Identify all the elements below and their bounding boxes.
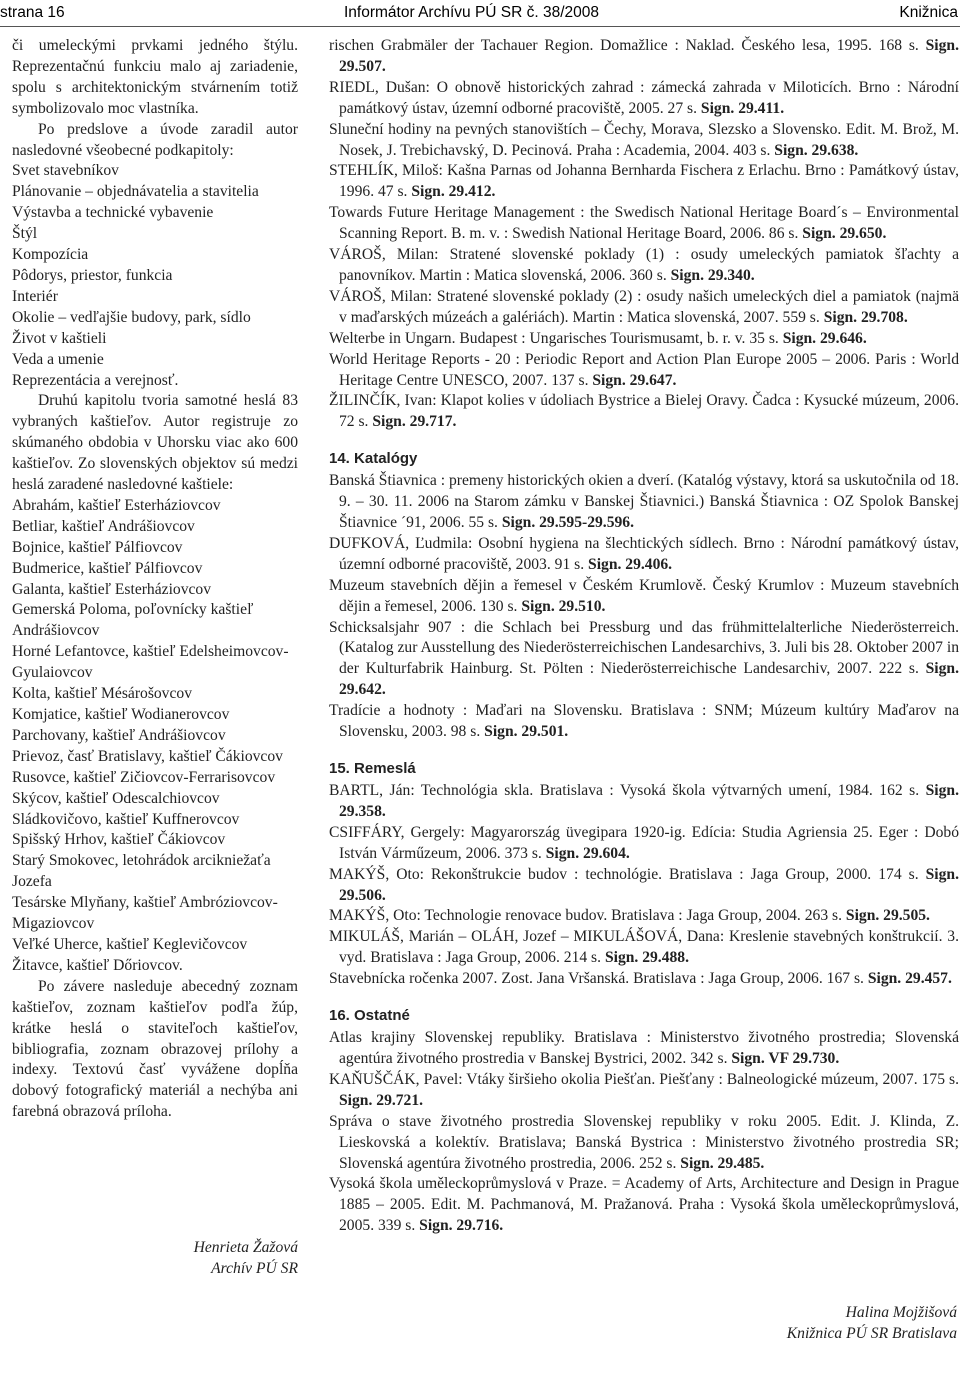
manor-item: Bojnice, kaštieľ Pálfiovcov [12,538,183,556]
subchapter-list [12,161,298,391]
bib-signature: Sign. 29.604. [545,844,630,862]
manor-item: Abrahám, kaštieľ Esterháziovcov [12,496,221,514]
bib-entry [329,350,959,392]
bib-entry [329,1070,959,1112]
bib-signature: Sign. 29.406. [588,555,673,573]
bib-signature: Sign. 29.505. [845,907,930,925]
bib-text: Muzeum stavebních dějin a řemesel v Českém Krumlově. Český Krumlov : Muzeum stavebních dějin a řemesel, 2006. 130 s. [329,576,959,615]
bib-signature: Sign. 29.642. [339,660,959,699]
manor-item: Parchovany, kaštieľ Andrášiovcov [12,726,226,744]
author-affiliation: Knižnica PÚ SR Bratislava [786,1324,957,1342]
bib-entry [329,329,959,350]
manor-item: Budmerice, kaštieľ Pálfiovcov [12,559,203,577]
bib-text: Stavebnícka ročenka 2007. Zost. Jana Vršanská. Bratislava : Jaga Group, 2006. 167 s. [329,970,864,988]
bib-text: DUFKOVÁ, Ľudmila: Osobní hygiena na šlechtických sídlech. Brno : Národní památkový ústav, územní odborné pracoviště, 2003. 91 s. [329,534,959,573]
bib-signature: Sign. 29.510. [521,597,606,615]
bib-entry [329,701,959,743]
bib-text: ŽILINČÍK, Ivan: Klapot kolies v údoliach Bystrice a Bielej Oravy. Čadca : Kysucké múzeum, 2006. 72 s. [329,392,959,431]
bib-entry [329,969,959,990]
bib-entry [329,36,959,78]
bib-text: Welterbe in Ungarn. Budapest : Ungarisches Tourismusamt, b. r. v. 35 s. [329,329,779,347]
bib-entry [329,391,959,433]
section-catalogs [329,449,959,743]
bib-text: VÁROŠ, Milan: Stratené slovenské poklady (1) : osudy umeleckých pamiatok šľachty a panovníkov. Martin : Matica slovenská, 2006. 360 s. [329,246,959,284]
bib-text: World Heritage Reports - 20 : Periodic Report and Action Plan Europe 2005 – 2006. Paris : World Heritage Centre UNESCO, 2007. 137 s. [329,350,959,389]
bib-signature: Sign. 29.647. [592,371,677,389]
bib-text: Tradície a hodnoty : Maďari na Slovensku. Bratislava : SNM; Múzeum kultúry Maďarov na Slovensku, 2003. 98 s. [329,702,959,741]
right-column [329,36,959,1237]
bib-text: Atlas krajiny Slovenskej republiky. Bratislava : Ministerstvo životného prostredia; Slovenská agentúra životného prostredia v Banskej Bystrici, 2002. 342 s. [329,1029,959,1067]
subchapter-item: Život v kaštieli [12,329,107,347]
bib-text: Banská Štiavnica : premeny historických okien a dverí. (Katalóg výstavy, ktorá sa uskutočnila od 18. 9. – 30. 11. 2006 na Starom zámku v Banskej Štiavnici.) Banská Štiavnica : OZ Spolok Banskej Štiavnice ´91, 2006. 55 s. [329,472,959,532]
manor-list [12,496,298,977]
manor-item: Spišský Hrhov, kaštieľ Čákiovcov [12,831,226,849]
bib-text: RIEDL, Dušan: O obnově historických zahrad : zámecká zahrada v Miloticích. Brno : Národní památkový ústav, územní odborné pracoviště, 2005. 27 s. [329,78,959,117]
bib-entry [329,618,959,702]
page-number: strana 16 [0,4,65,21]
bib-signature: Sign. 29.358. [339,782,959,820]
bib-text: Vysoká škola uměleckoprůmyslová v Praze. = Academy of Arts, Architecture and Design in Prague 1885 – 2005. Edit. M. Pachmanová, M. Pražanová. Praha : Vysoká škola uměleckoprůmyslová, 2005. 339 s. [329,1175,959,1235]
bib-signature: Sign. 29.595-29.596. [501,514,634,532]
manor-item: Prievoz, časť Bratislavy, kaštieľ Čákiovcov [12,747,283,765]
subchapter-item: Plánovanie – objednávatelia a stavitelia [12,183,259,201]
manor-item: Gemerská Poloma, poľovnícky kaštieľ Andrášiovcov [12,601,254,640]
bib-signature: Sign. 29.340. [670,266,755,284]
page-header [0,0,960,27]
section-crafts [329,759,959,990]
subchapter-item: Pôdorys, priestor, funkcia [12,266,173,284]
bib-signature: Sign. 29.708. [823,308,908,326]
author-affiliation: Archív PÚ SR [211,1259,298,1277]
bib-entry [329,576,959,618]
bib-entry [329,906,959,927]
bib-signature: Sign. 29.716. [419,1217,504,1235]
manor-item: Komjatice, kaštieľ Wodianerovcov [12,706,230,723]
bib-text: VÁROŠ, Milan: Stratené slovenské poklady (2) : osudy našich umeleckých diel a pamiatok (najmä v maďarských múzeách a galériách). Martin : Matica slovenská, 2007. 559 s. [329,287,959,326]
closing-paragraph: Po závere nasleduje abecedný zoznam kaštieľov, zoznam kaštieľov podľa žúp, krátke heslá o staviteľoch kaštieľov, bibliografia, zoznam obrazovej prílohy a indexy. Textovú časť vyvážene dopĺňa dobový fotografický materiál a nechýba ani farebná obrazová príloha. [12,977,298,1121]
manor-item: Betliar, kaštieľ Andrášiovcov [12,517,195,535]
manor-item: Veľké Uherce, kaštieľ Keglevičovcov [12,935,248,953]
bib-entry [329,927,959,969]
bib-signature: Sign. 29.721. [339,1091,424,1109]
subchapter-item: Kompozícia [12,246,89,264]
manor-item: Skýcov, kaštieľ Odescalchiovcov [12,789,220,807]
bib-signature: Sign. 29.501. [484,723,569,741]
section-heading: 16. Ostatné [329,1007,410,1025]
bib-text: BARTL, Ján: Technológia skla. Bratislava : Vysoká škola výtvarných umení, 1984. 162 s. [329,782,920,799]
manor-item: Tesárske Mlyňany, kaštieľ Ambróziovcov-Migaziovcov [12,894,278,933]
subchapter-item: Interiér [12,287,58,305]
bib-entry [329,823,959,865]
subchapter-item: Svet stavebníkov [12,162,119,180]
manor-item: Galanta, kaštieľ Esterháziovcov [12,580,212,598]
bib-entry [329,1112,959,1175]
bib-entry [329,203,959,245]
manor-item: Horné Lefantovce, kaštieľ Edelsheimovcov-Gyulaiovcov [12,643,289,682]
bib-entry [329,781,959,823]
bib-entry [329,865,959,907]
bib-signature: Sign. 29.507. [339,37,959,75]
bib-text: CSIFFÁRY, Gergely: Magyarország üvegipara 1920-ig. Edícia: Studia Agriensia 25. Eger : Dobó István Várműzeum, 2006. 373 s. [329,823,959,862]
bib-signature: Sign. 29.506. [339,865,959,904]
bib-text: Správa o stave životného prostredia Slovenskej republiky v roku 2005. Edit. J. Klinda, Z. Lieskovská a kolektív. Bratislava; Banská Bystrica : Ministerstvo životného prostredia SR; Slovenská agentúra životného prostredia, 2006. 252 s. [329,1112,959,1172]
manor-item: Žitavce, kaštieľ Dőriovcov. [12,956,183,974]
section-heading: 15. Remeslá [329,760,416,777]
bib-text: STEHLÍK, Miloš: Kašna Parnas od Johanna Bernharda Fischera z Erlachu. Brno : Památkový ústav, 1996. 47 s. [329,162,959,201]
bib-entry [329,471,959,534]
bib-entry [329,1174,959,1237]
bib-entry [329,534,959,576]
bib-signature: Sign. VF 29.730. [731,1049,840,1067]
intro-paragraph: Po predslove a úvode zaradil autor nasledovné všeobecné podkapitoly: [12,120,298,159]
bib-signature: Sign. 29.485. [680,1154,765,1172]
bib-text: MIKULÁŠ, Marián – OLÁH, Jozef – MIKULÁŠOVÁ, Dana: Kreslenie stavebných konštrukcií. 3. vyd. Bratislava : Jaga Group, 2006. 214 s. [329,928,959,967]
bib-entry [329,287,959,329]
left-column [12,36,298,1123]
bib-text: MAKÝŠ, Oto: Technologie renovace budov. Bratislava : Jaga Group, 2004. 263 s. [329,907,842,925]
manor-item: Sládkovičovo, kaštieľ Kuffnerovcov [12,810,240,828]
author-name: Halina Mojžišová [845,1304,957,1321]
bib-signature: Sign. 29.411. [700,99,785,117]
bib-entry [329,120,959,162]
bib-entry [329,78,959,120]
journal-title: Informátor Archívu PÚ SR č. 38/2008 [344,4,600,21]
bib-signature: Sign. 29.646. [782,329,867,347]
bib-text: KAŇUŠČÁK, Pavel: Vtáky širšieho okolia Piešťan. Piešťany : Balneologické múzeum, 2007. 175 s. [329,1070,959,1088]
bib-text: MAKÝŠ, Oto: Rekonštrukcie budov : technológie. Bratislava : Jaga Group, 2000. 174 s. [329,865,919,883]
bib-text: Towards Future Heritage Management : the Swedisch National Heritage Board´s – Environmental Scanning Report. B. m. v. : Swedish National Heritage Board, 2006. 86 s. [329,204,959,243]
bib-signature: Sign. 29.717. [372,413,457,431]
bib-signature: Sign. 29.488. [604,949,689,967]
bib-text: rischen Grabmäler der Tachauer Region. Domažlice : Naklad. Českého lesa, 1995. 168 s. [329,37,919,54]
bibliography-top [329,36,959,433]
bib-signature: Sign. 29.638. [774,141,859,159]
subchapter-item: Reprezentácia a verejnosť. [12,371,179,389]
second-chapter-paragraph: Druhú kapitolu tvoria samotné heslá 83 vybraných kaštieľov. Autor registruje zo skúmaného obdobia v Uhorsku viac ako 600 kaštieľov. Zo slovenských objektov sú medzi heslá zaradené nasledovné kaštiele: [12,392,298,494]
bib-entry [329,245,959,287]
bib-signature: Sign. 29.412. [411,183,496,201]
author-signature-right [657,1303,957,1345]
subchapter-item: Okolie – vedľajšie budovy, park, sídlo [12,308,251,326]
bib-text: Schicksalsjahr 907 : die Schlach bei Pressburg und das frühmittelalterliche Niederösterreich. (Katalog zur Ausstellung des Niederösterreichischen Landesarchivs, 3. Juli bis 28. Oktober 2007 in der Kulturfabrik Hainburg. St. Pölten : Niederösterreichische Landesarchiv, 2007. 222 s. [329,618,959,678]
section-heading: 14. Katalógy [329,450,418,468]
section-name: Knižnica [899,4,958,21]
section-other [329,1006,959,1237]
manor-item: Rusovce, kaštieľ Zičiovcov-Ferrarisovcov [12,768,276,786]
author-name: Henrieta Žažová [193,1239,298,1256]
bib-text: Sluneční hodiny na pevných stanovištích – Čechy, Morava, Slezsko a Slovensko. Edit. M. Brož, M. Nosek, J. Trebichavský, D. Pecinová. Praha : Academia, 2004. 403 s. [329,120,959,159]
subchapter-item: Štýl [12,225,38,243]
manor-item: Starý Smokovec, letohrádok arcikniežaťa Jozefa [12,852,271,891]
bib-entry [329,161,959,203]
author-signature-left [160,1238,298,1280]
bib-entry [329,1028,959,1070]
intro-paragraph: či umeleckými prvkami jedného štýlu. Reprezentačnú funkciu malo aj zariadenie, spolu s architektonickým stvárnením totiž symbolizovalo moc vlastníka. [12,37,298,117]
bib-signature: Sign. 29.650. [802,225,887,243]
manor-item: Kolta, kaštieľ Mésárošovcov [12,685,192,703]
subchapter-item: Veda a umenie [12,350,104,368]
subchapter-item: Výstavba a technické vybavenie [12,204,214,222]
bib-signature: Sign. 29.457. [867,970,952,988]
